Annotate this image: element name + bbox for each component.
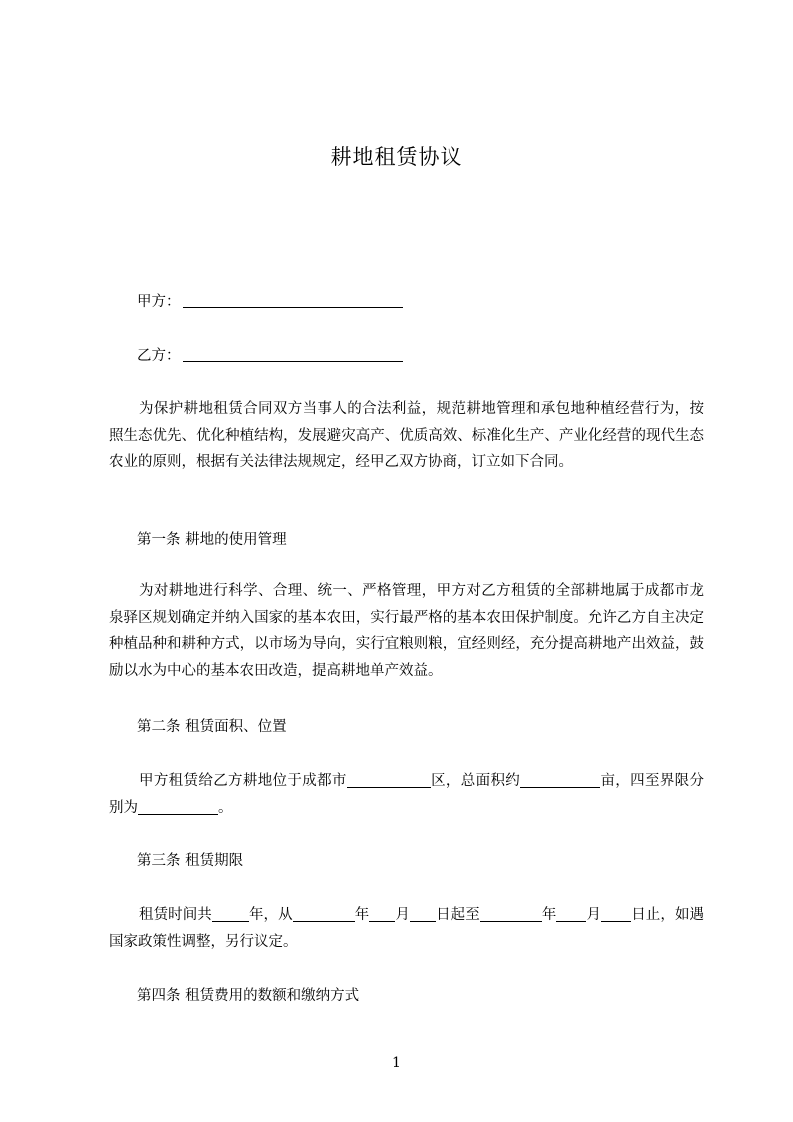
party-a-label: 甲方： [137,294,181,310]
article3-paragraph [109,902,704,955]
party-a-row [137,291,403,312]
article3-text-7: 月 [586,907,602,923]
start-day-blank [410,905,436,922]
area-blank [520,771,600,788]
article2-paragraph [109,768,704,821]
article2-text-4: 。 [218,799,233,816]
article4-heading: 第四条 租赁费用的数额和缴纳方式 [137,988,360,1004]
article3-text-6: 年 [541,907,557,923]
article3-text-1: 租赁时间共 [139,907,212,923]
article3-text-5: 日起至 [436,907,480,923]
article3-text-4: 月 [395,907,411,923]
years-blank [212,905,249,922]
page-number: 1 [392,1055,401,1071]
article3-heading: 第三条 租赁期限 [137,853,244,869]
party-b-blank [183,345,403,362]
article2-text-3: 亩，四至界限分别为 [109,773,704,816]
end-month-blank [556,905,586,922]
article1-heading: 第一条 耕地的使用管理 [137,532,287,548]
preamble-paragraph: 为保护耕地租赁合同双方当事人的合法利益，规范耕地管理和承包地种植经营行为，按照生态优先、优化种植结构，发展避灾高产、优质高效、标准化生产、产业化经营的现代生态农业的原则，根据有关法律法规规定，经甲乙双方协商，订立如下合同。 [109,401,704,470]
start-month-blank [369,905,395,922]
document-title: 耕地租赁协议 [330,145,463,169]
boundary-blank [138,798,218,815]
end-year-blank [480,905,542,922]
article2-text-1: 甲方租赁给乙方耕地位于成都市 [139,773,347,789]
party-a-blank [183,291,403,308]
article1-paragraph: 为对耕地进行科学、合理、统一、严格管理，甲方对乙方租赁的全部耕地属于成都市龙泉驿区规划确定并纳入国家的基本农田，实行最严格的基本农田保护制度。允许乙方自主决定种植品种和耕种方式，以市场为导向，实行宜粮则粮，宜经则经，充分提高耕地产出效益，鼓励以水为中心的基本农田改造，提高耕地单产效益。 [109,583,704,679]
article2-heading: 第二条 租赁面积、位置 [137,719,287,735]
end-day-blank [601,905,631,922]
party-b-label: 乙方： [137,348,181,364]
start-year-blank [293,905,355,922]
article3-text-2: 年，从 [248,907,293,923]
district-blank [347,771,431,788]
party-b-row [137,345,403,366]
article3-text-8: 日止，如遇国家政策性调整，另行议定。 [109,907,705,950]
article2-text-2: 区，总面积约 [430,773,521,789]
article3-text-3: 年 [354,907,370,923]
